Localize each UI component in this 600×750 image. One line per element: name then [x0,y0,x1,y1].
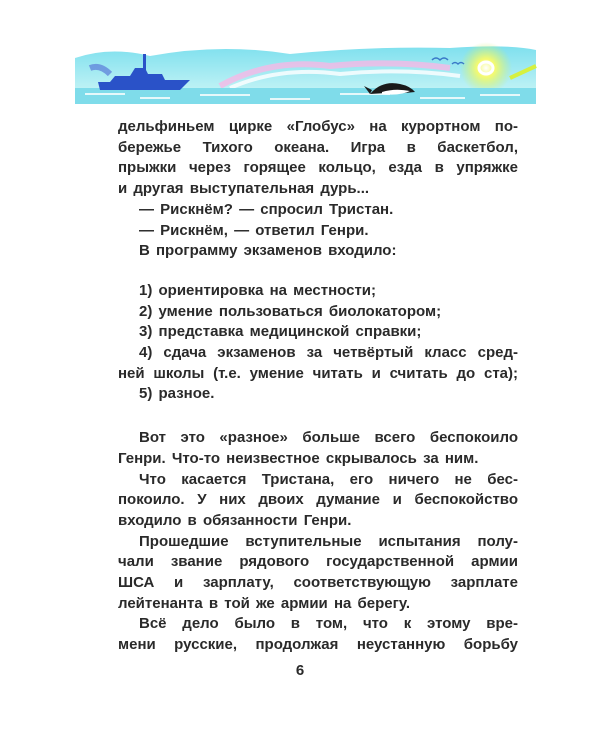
text-line: ШСА и зарплату, соответствующую зарплате [118,574,518,592]
text-line: В программу экзаменов входило: [139,242,397,260]
dialogue-line: — Рискнём? — спросил Тристан. [139,200,394,218]
list-item: 5) разное. [139,385,215,403]
text-line: Всё дело было в том, что к этому вре- [139,615,518,633]
list-item-continued: ней школы (т.е. умение читать и считать до ста); [118,364,518,382]
text-line: мени русские, продолжая неустанную борьбу [118,636,518,654]
sun-icon [460,42,512,94]
dialogue-line: — Рискнём, — ответил Генри. [139,221,369,239]
header-illustration-sea-ship-dolphin [70,38,540,106]
text-line: прыжки через горящее кольцо, езда в упряжке [118,159,518,177]
text-line: Прошедшие вступительные испытания полу- [139,532,518,550]
text-line: чали звание рядового государственной армии [118,553,518,571]
list-item: 2) умение пользоваться биолокатором; [139,302,442,320]
text-line: бережье Тихого океана. Игра в баскетбол, [118,138,518,156]
text-line: входило в обязанности Генри. [118,511,352,529]
list-item: 4) сдача экзаменов за четвёртый класс сред- [139,344,518,362]
text-line: Вот это «разное» больше всего беспокоило [139,429,518,447]
text-line: дельфиньем цирке «Глобус» на курортном по- [118,118,518,135]
sea [75,88,536,104]
text-line: и другая выступательная дурь... [118,180,370,198]
text-line: лейтенанта в той же армии на берегу. [118,594,411,612]
text-line: покоило. У них двоих думание и беспокойство [118,491,518,509]
list-item: 3) представка медицинской справки; [139,323,422,341]
page-number: 6 [295,662,305,679]
text-line: Что касается Тристана, его ничего не бес- [139,470,518,488]
list-item: 1) ориентировка на местности; [139,281,377,299]
body-text [118,117,518,656]
text-line: Генри. Что-то неизвестное скрывалось за ним. [118,449,479,467]
